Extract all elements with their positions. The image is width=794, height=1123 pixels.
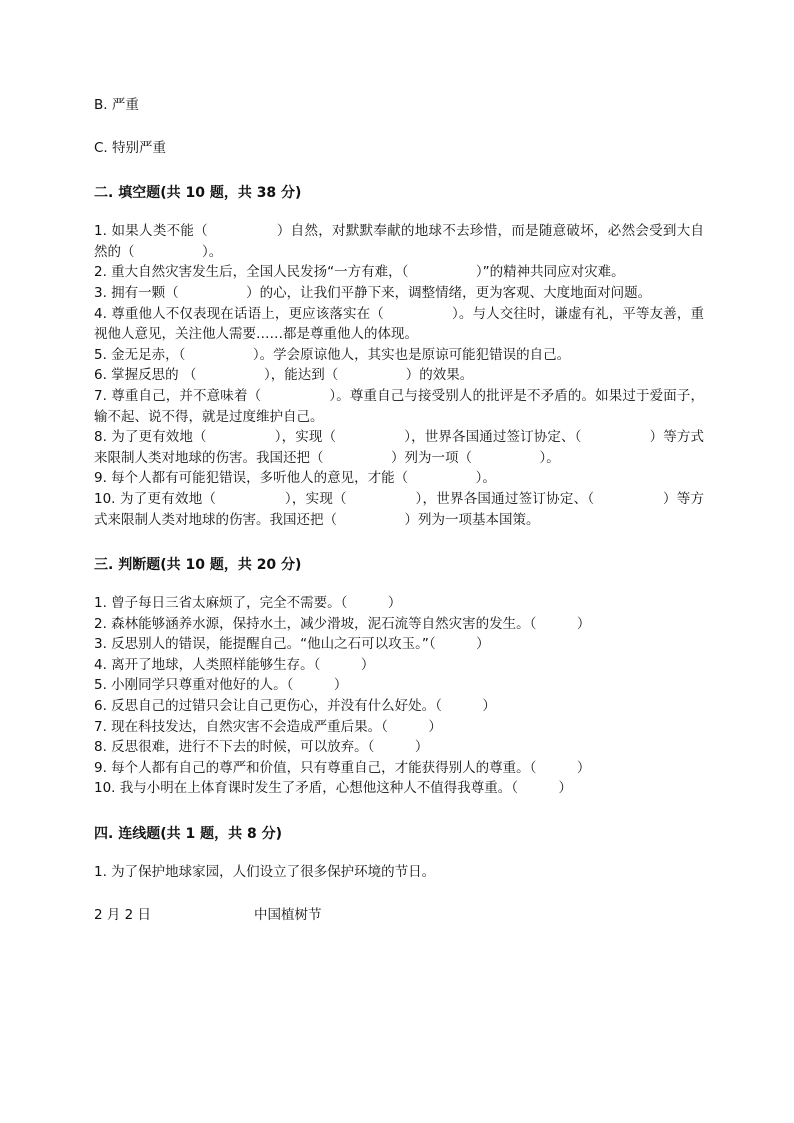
judge-question: 7. 现在科技发达，自然灾害不会造成严重后果。（ ） xyxy=(94,718,442,735)
option-b: B. 严重 xyxy=(94,97,139,113)
judge-question: 2. 森林能够涵养水源，保持水土，减少滑坡，泥石流等自然灾害的发生。（ ） xyxy=(94,615,591,632)
judge-question: 3. 反思别人的错误，能提醒自己。“他山之石可以攻玉。”（ ） xyxy=(94,636,490,653)
fill-question: 5. 金无足赤，（ ）。学会原谅他人，其实也是原谅可能犯错误的自己。 xyxy=(94,346,571,363)
fill-question: 7. 尊重自己，并不意味着（ ）。尊重自己与接受别人的批评是不矛盾的。如果过于爱面子，输不起、说不得，就是过度维护自己。 xyxy=(94,387,704,425)
exam-page xyxy=(94,95,704,925)
judge-question: 1. 曾子每日三省太麻烦了，完全不需要。（ ） xyxy=(94,595,402,612)
match-question: 1. 为了保护地球家园，人们设立了很多保护环境的节日。 xyxy=(94,864,436,881)
fill-question-list xyxy=(94,221,704,530)
judge-question: 9. 每个人都有自己的尊严和价值，只有尊重自己，才能获得别人的尊重。（ ） xyxy=(94,759,591,776)
match-row xyxy=(94,905,704,925)
judge-question: 5. 小刚同学只尊重对他好的人。（ ） xyxy=(94,677,348,694)
fill-question: 9. 每个人都有可能犯错误，多听他人的意见，才能（ ）。 xyxy=(94,470,496,487)
match-right-item[interactable]: 中国植树节 xyxy=(254,906,322,923)
fill-question: 1. 如果人类不能（ ）自然，对默默奉献的地球不去珍惜，而是随意破坏，必然会受到大自然的（ ）。 xyxy=(94,223,704,260)
option-c: C. 特别严重 xyxy=(94,139,167,156)
judge-section-heading: 三. 判断题(共 10 题，共 20 分) xyxy=(94,557,302,574)
judge-question-list xyxy=(94,593,704,799)
fill-question: 2. 重大自然灾害发生后，全国人民发扬“一方有难，（ ）”的精神共同应对灾难。 xyxy=(94,264,625,281)
fill-question: 3. 拥有一颗（ ）的心，让我们平静下来，调整情绪，更为客观、大度地面对问题。 xyxy=(94,284,652,301)
judge-question: 10. 我与小明在上体育课时发生了矛盾，心想他这种人不值得我尊重。（ ） xyxy=(94,780,573,797)
judge-question: 4. 离开了地球，人类照样能够生存。（ ） xyxy=(94,656,375,673)
fill-question: 6. 掌握反思的 （ ），能达到（ ）的效果。 xyxy=(94,367,474,384)
judge-question: 6. 反思自己的过错只会让自己更伤心，并没有什么好处。（ ） xyxy=(94,698,496,715)
fill-question: 10. 为了更有效地（ ），实现（ ），世界各国通过签订协定、（ ）等方式来限制人类对地球的伤害。我国还把（ ）列为一项基本国策。 xyxy=(94,490,704,528)
judge-question: 8. 反思很难，进行不下去的时候，可以放弃。（ ） xyxy=(94,739,429,756)
fill-question: 4. 尊重他人不仅表现在话语上，更应该落实在（ ）。与人交往时，谦虚有礼，平等友善，重视他人意见，关注他人需要……都是尊重他人的体现。 xyxy=(94,305,704,343)
match-left-item[interactable]: 2 月 2 日 xyxy=(94,906,152,923)
match-section-heading: 四. 连线题(共 1 题，共 8 分) xyxy=(94,826,282,843)
fill-section-heading: 二. 填空题(共 10 题，共 38 分) xyxy=(94,185,302,202)
fill-question: 8. 为了更有效地（ ），实现（ ），世界各国通过签订协定、（ ）等方式来限制人类对地球的伤害。我国还把（ ）列为一项（ ）。 xyxy=(94,429,704,466)
